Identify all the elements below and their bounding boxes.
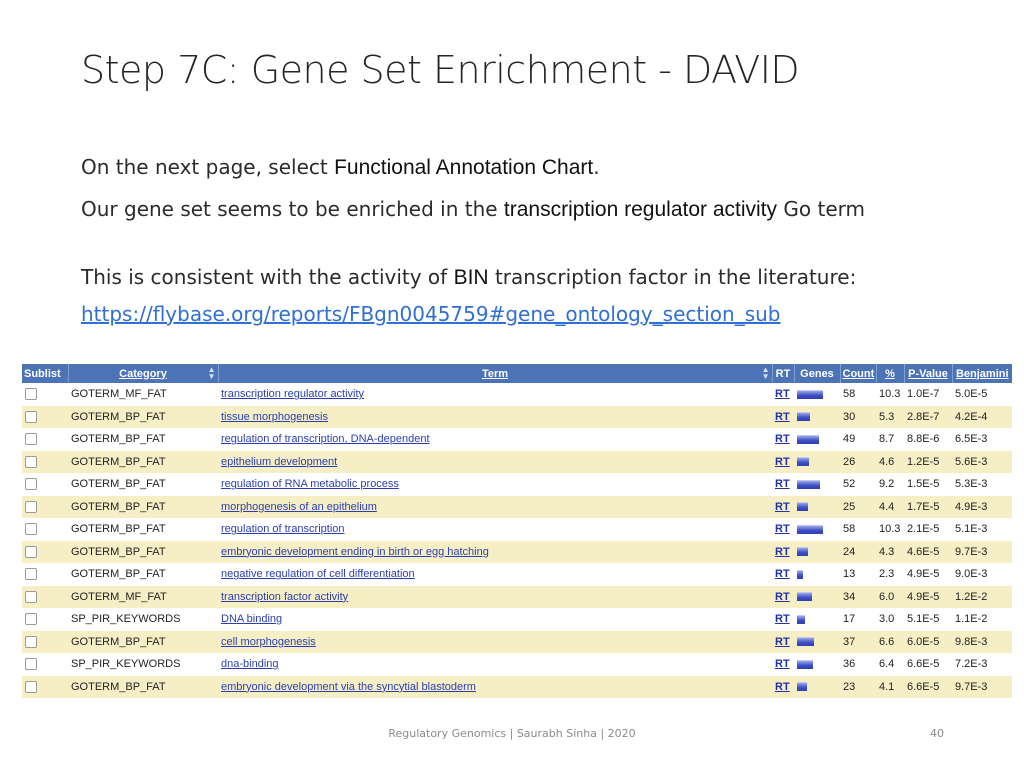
benjamini-cell: 9.7E-3 — [952, 676, 1012, 699]
rt-cell — [772, 541, 794, 564]
count-cell: 26 — [840, 451, 876, 474]
rt-link[interactable]: RT — [775, 635, 790, 648]
term-link[interactable]: tissue morphogenesis — [221, 410, 329, 423]
term-cell — [218, 541, 772, 564]
row-checkbox[interactable] — [25, 546, 37, 558]
row-checkbox[interactable] — [25, 456, 37, 468]
pvalue-cell: 4.9E-5 — [904, 586, 952, 609]
term-cell — [218, 473, 772, 496]
pvalue-cell: 4.6E-5 — [904, 541, 952, 564]
sublist-cell — [22, 631, 68, 654]
percent-cell: 5.3 — [876, 406, 904, 429]
row-checkbox[interactable] — [25, 388, 37, 400]
genes-cell — [794, 653, 840, 676]
flybase-link[interactable]: https://flybase.org/reports/FBgn0045759#gene_ontology_section_sub — [81, 302, 781, 326]
benjamini-cell: 5.1E-3 — [952, 518, 1012, 541]
genes-cell — [794, 631, 840, 654]
benjamini-cell: 9.0E-3 — [952, 563, 1012, 586]
term-link[interactable]: embryonic development ending in birth or egg hatching — [221, 545, 489, 558]
term-link[interactable]: morphogenesis of an epithelium — [221, 500, 377, 513]
rt-cell — [772, 676, 794, 699]
genes-cell — [794, 608, 840, 631]
term-cell — [218, 676, 772, 699]
rt-cell — [772, 518, 794, 541]
count-cell: 34 — [840, 586, 876, 609]
sublist-cell — [22, 428, 68, 451]
genes-bar-icon[interactable] — [797, 660, 813, 669]
rt-cell — [772, 406, 794, 429]
category-cell: GOTERM_BP_FAT — [68, 428, 218, 451]
rt-link[interactable]: RT — [775, 433, 790, 446]
table-row — [22, 586, 1012, 609]
rt-cell — [772, 563, 794, 586]
benjamini-cell: 9.7E-3 — [952, 541, 1012, 564]
term-link[interactable]: dna-binding — [221, 658, 279, 671]
benjamini-cell: 1.2E-2 — [952, 586, 1012, 609]
bin-label: BIN — [453, 266, 489, 289]
genes-bar-icon[interactable] — [797, 435, 819, 444]
term-link[interactable]: regulation of transcription, DNA-dependent — [221, 433, 430, 446]
david-annotation-table — [22, 364, 1012, 698]
instruction-line-1 — [81, 153, 961, 182]
sublist-cell — [22, 496, 68, 519]
percent-cell: 10.3 — [876, 383, 904, 406]
percent-cell: 4.1 — [876, 676, 904, 699]
term-header[interactable]: Term ▲ ▼ — [218, 364, 772, 383]
pvalue-cell: 4.9E-5 — [904, 563, 952, 586]
sublist-cell — [22, 383, 68, 406]
genes-bar-icon[interactable] — [797, 525, 823, 534]
percent-cell: 6.6 — [876, 631, 904, 654]
category-cell: GOTERM_BP_FAT — [68, 518, 218, 541]
category-cell: GOTERM_BP_FAT — [68, 541, 218, 564]
genes-cell — [794, 563, 840, 586]
table-row — [22, 451, 1012, 474]
sort-icon[interactable]: ▲ ▼ — [207, 365, 216, 381]
rt-cell — [772, 451, 794, 474]
category-cell: GOTERM_BP_FAT — [68, 563, 218, 586]
slide-footer: Regulatory Genomics | Saurabh Sinha | 2020 — [388, 727, 636, 740]
benjamini-cell: 7.2E-3 — [952, 653, 1012, 676]
benjamini-cell: 5.6E-3 — [952, 451, 1012, 474]
sublist-cell — [22, 653, 68, 676]
pvalue-cell: 1.2E-5 — [904, 451, 952, 474]
genes-bar-icon[interactable] — [797, 502, 808, 511]
benjamini-cell: 5.3E-3 — [952, 473, 1012, 496]
sublist-cell — [22, 406, 68, 429]
pvalue-cell: 1.5E-5 — [904, 473, 952, 496]
category-cell: GOTERM_BP_FAT — [68, 473, 218, 496]
rt-link[interactable]: RT — [775, 388, 790, 401]
count-header[interactable]: Count — [840, 364, 876, 383]
row-checkbox[interactable] — [25, 613, 37, 625]
rt-cell — [772, 383, 794, 406]
genes-bar-icon[interactable] — [797, 547, 808, 556]
instruction-line-3-pre: This is consistent with the activity of — [81, 265, 454, 289]
sublist-cell — [22, 586, 68, 609]
table-row — [22, 608, 1012, 631]
genes-cell — [794, 428, 840, 451]
rt-cell — [772, 473, 794, 496]
term-cell — [218, 496, 772, 519]
instruction-line-2-post: Go term — [777, 197, 865, 221]
genes-bar-icon[interactable] — [797, 480, 820, 489]
term-cell — [218, 406, 772, 429]
benjamini-cell: 9.8E-3 — [952, 631, 1012, 654]
genes-header: Genes — [794, 364, 840, 383]
term-link[interactable]: negative regulation of cell differentiation — [221, 568, 415, 581]
sublist-cell — [22, 473, 68, 496]
term-link[interactable]: epithelium development — [221, 455, 338, 468]
rt-link[interactable]: RT — [775, 658, 790, 671]
percent-cell: 6.0 — [876, 586, 904, 609]
rt-cell — [772, 428, 794, 451]
count-cell: 58 — [840, 518, 876, 541]
row-checkbox[interactable] — [25, 523, 37, 535]
category-cell: GOTERM_MF_FAT — [68, 383, 218, 406]
table-row — [22, 383, 1012, 406]
genes-cell — [794, 406, 840, 429]
category-cell: GOTERM_BP_FAT — [68, 631, 218, 654]
term-link[interactable]: regulation of RNA metabolic process — [221, 478, 399, 491]
percent-cell: 4.4 — [876, 496, 904, 519]
category-header[interactable]: Category ▲ ▼ — [68, 364, 218, 383]
genes-bar-icon[interactable] — [797, 570, 803, 579]
rt-link[interactable]: RT — [775, 680, 790, 693]
row-checkbox[interactable] — [25, 658, 37, 670]
percent-cell: 6.4 — [876, 653, 904, 676]
benjamini-cell: 5.0E-5 — [952, 383, 1012, 406]
go-term-label: transcription regulator activity — [503, 198, 778, 221]
sublist-cell — [22, 541, 68, 564]
row-checkbox[interactable] — [25, 568, 37, 580]
term-cell — [218, 563, 772, 586]
row-checkbox[interactable] — [25, 501, 37, 513]
instruction-line-2 — [81, 195, 961, 224]
genes-bar-icon[interactable] — [797, 457, 809, 466]
count-cell: 25 — [840, 496, 876, 519]
benjamini-header[interactable]: Benjamini — [952, 364, 1012, 383]
sublist-cell — [22, 608, 68, 631]
term-cell — [218, 383, 772, 406]
instruction-line-3 — [81, 263, 961, 292]
percent-cell: 8.7 — [876, 428, 904, 451]
pvalue-cell: 6.0E-5 — [904, 631, 952, 654]
category-cell: SP_PIR_KEYWORDS — [68, 608, 218, 631]
count-cell: 23 — [840, 676, 876, 699]
table-row — [22, 518, 1012, 541]
rt-cell — [772, 496, 794, 519]
instruction-line-1-post: . — [593, 155, 600, 179]
row-checkbox[interactable] — [25, 433, 37, 445]
genes-bar-icon[interactable] — [797, 682, 807, 691]
table-row — [22, 541, 1012, 564]
percent-cell: 3.0 — [876, 608, 904, 631]
genes-bar-icon[interactable] — [797, 412, 810, 421]
benjamini-cell: 4.2E-4 — [952, 406, 1012, 429]
instruction-line-1-pre: On the next page, select — [81, 155, 335, 179]
category-cell: GOTERM_BP_FAT — [68, 676, 218, 699]
count-cell: 52 — [840, 473, 876, 496]
percent-header[interactable]: % — [876, 364, 904, 383]
term-link[interactable]: transcription regulator activity — [221, 388, 365, 401]
category-cell: GOTERM_BP_FAT — [68, 406, 218, 429]
genes-cell — [794, 473, 840, 496]
pvalue-header[interactable]: P-Value — [904, 364, 952, 383]
benjamini-cell: 4.9E-3 — [952, 496, 1012, 519]
percent-cell: 4.3 — [876, 541, 904, 564]
term-cell — [218, 518, 772, 541]
count-cell: 24 — [840, 541, 876, 564]
pvalue-cell: 6.6E-5 — [904, 653, 952, 676]
term-link[interactable]: embryonic development via the syncytial blastoderm — [221, 680, 476, 693]
category-cell: GOTERM_BP_FAT — [68, 496, 218, 519]
slide-title: Step 7C: Gene Set Enrichment - DAVID — [81, 48, 800, 92]
percent-cell: 4.6 — [876, 451, 904, 474]
table-row — [22, 631, 1012, 654]
functional-annotation-chart-label: Functional Annotation Chart — [334, 156, 594, 179]
pvalue-cell: 5.1E-5 — [904, 608, 952, 631]
row-checkbox[interactable] — [25, 478, 37, 490]
category-cell: GOTERM_BP_FAT — [68, 451, 218, 474]
rt-link[interactable]: RT — [775, 568, 790, 581]
rt-link[interactable]: RT — [775, 410, 790, 423]
genes-cell — [794, 541, 840, 564]
category-cell: SP_PIR_KEYWORDS — [68, 653, 218, 676]
rt-cell — [772, 653, 794, 676]
term-cell — [218, 631, 772, 654]
page-number: 40 — [930, 727, 944, 740]
genes-bar-icon[interactable] — [797, 592, 812, 601]
rt-cell — [772, 631, 794, 654]
row-checkbox[interactable] — [25, 591, 37, 603]
sublist-cell — [22, 451, 68, 474]
rt-link[interactable]: RT — [775, 500, 790, 513]
row-checkbox[interactable] — [25, 681, 37, 693]
count-cell: 49 — [840, 428, 876, 451]
rt-link[interactable]: RT — [775, 545, 790, 558]
rt-cell — [772, 608, 794, 631]
percent-cell: 9.2 — [876, 473, 904, 496]
genes-cell — [794, 586, 840, 609]
table-header-row — [22, 364, 1012, 383]
term-link[interactable]: cell morphogenesis — [221, 635, 316, 648]
genes-cell — [794, 676, 840, 699]
term-link[interactable]: transcription factor activity — [221, 590, 349, 603]
count-cell: 37 — [840, 631, 876, 654]
percent-cell: 10.3 — [876, 518, 904, 541]
count-cell: 13 — [840, 563, 876, 586]
pvalue-cell: 2.1E-5 — [904, 518, 952, 541]
genes-cell — [794, 451, 840, 474]
category-cell: GOTERM_MF_FAT — [68, 586, 218, 609]
rt-link[interactable]: RT — [775, 613, 790, 626]
pvalue-cell: 6.6E-5 — [904, 676, 952, 699]
table-row — [22, 406, 1012, 429]
count-cell: 58 — [840, 383, 876, 406]
rt-link[interactable]: RT — [775, 478, 790, 491]
benjamini-cell: 6.5E-3 — [952, 428, 1012, 451]
rt-link[interactable]: RT — [775, 523, 790, 536]
genes-cell — [794, 496, 840, 519]
rt-link[interactable]: RT — [775, 590, 790, 603]
sublist-cell — [22, 563, 68, 586]
row-checkbox[interactable] — [25, 636, 37, 648]
sublist-header[interactable]: Sublist — [22, 364, 68, 383]
pvalue-cell: 2.8E-7 — [904, 406, 952, 429]
table-row — [22, 563, 1012, 586]
row-checkbox[interactable] — [25, 411, 37, 423]
pvalue-cell: 8.8E-6 — [904, 428, 952, 451]
genes-cell — [794, 518, 840, 541]
count-cell: 36 — [840, 653, 876, 676]
sublist-cell — [22, 676, 68, 699]
rt-link[interactable]: RT — [775, 455, 790, 468]
table-row — [22, 473, 1012, 496]
term-link[interactable]: regulation of transcription — [221, 523, 345, 536]
table-row — [22, 676, 1012, 699]
rt-header: RT — [772, 364, 794, 383]
genes-cell — [794, 383, 840, 406]
term-cell — [218, 428, 772, 451]
table-row — [22, 428, 1012, 451]
count-cell: 17 — [840, 608, 876, 631]
pvalue-cell: 1.7E-5 — [904, 496, 952, 519]
genes-bar-icon[interactable] — [797, 637, 814, 646]
sort-icon[interactable]: ▲ ▼ — [761, 365, 770, 381]
term-cell — [218, 451, 772, 474]
table-row — [22, 653, 1012, 676]
benjamini-cell: 1.1E-2 — [952, 608, 1012, 631]
genes-bar-icon[interactable] — [797, 390, 823, 399]
sublist-cell — [22, 518, 68, 541]
genes-bar-icon[interactable] — [797, 615, 805, 624]
instruction-line-2-pre: Our gene set seems to be enriched in the — [81, 197, 504, 221]
term-cell — [218, 653, 772, 676]
term-cell — [218, 608, 772, 631]
term-cell — [218, 586, 772, 609]
pvalue-cell: 1.0E-7 — [904, 383, 952, 406]
table-row — [22, 496, 1012, 519]
instruction-line-3-post: transcription factor in the literature: — [488, 265, 857, 289]
count-cell: 30 — [840, 406, 876, 429]
rt-cell — [772, 586, 794, 609]
term-link[interactable]: DNA binding — [221, 613, 283, 626]
percent-cell: 2.3 — [876, 563, 904, 586]
